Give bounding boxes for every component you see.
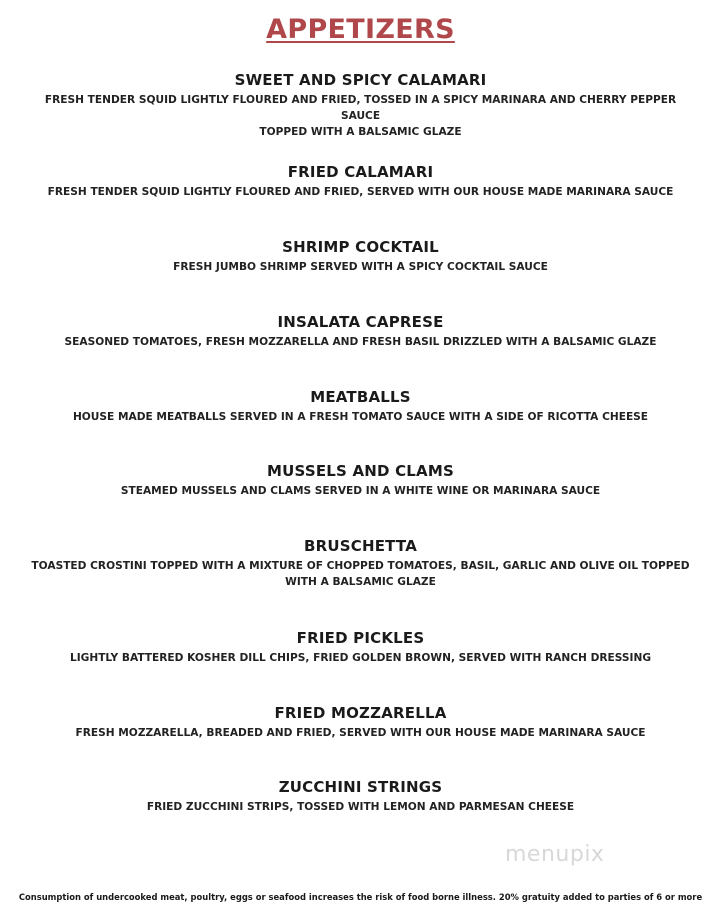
item-description <box>0 184 721 200</box>
item-description <box>0 725 721 741</box>
item-name: FRIED MOZZARELLA <box>274 704 447 722</box>
item-name: MUSSELS AND CLAMS <box>266 462 454 480</box>
item-name: FRIED PICKLES <box>296 629 425 647</box>
item-description <box>0 483 721 499</box>
item-name: BRUSCHETTA <box>303 537 418 555</box>
menu-item-bruschetta <box>0 537 721 590</box>
item-description <box>0 650 721 666</box>
menu-item-meatballs <box>0 388 721 425</box>
item-name: SWEET AND SPICY CALAMARI <box>234 71 487 89</box>
item-name: MEATBALLS <box>310 388 411 406</box>
menu-item-fried-calamari <box>0 163 721 200</box>
item-description-line: HOUSE MADE MEATBALLS SERVED IN A FRESH TOMATO SAUCE WITH A SIDE OF RICOTTA CHEESE <box>72 411 649 423</box>
item-description-line: FRESH TENDER SQUID LIGHTLY FLOURED AND FRIED, TOSSED IN A SPICY MARINARA AND CHERRY PEPPER SAUCE <box>44 94 677 122</box>
footer-disclaimer: Consumption of undercooked meat, poultry, eggs or seafood increases the risk of food borne illness. 20% gratuity added to parties of 6 or more <box>18 892 703 902</box>
item-name: INSALATA CAPRESE <box>277 313 444 331</box>
item-description <box>0 799 721 815</box>
item-description-line: TOASTED CROSTINI TOPPED WITH A MIXTURE OF CHOPPED TOMATOES, BASIL, GARLIC AND OLIVE OIL TOPPED <box>31 560 690 572</box>
item-description-line: LIGHTLY BATTERED KOSHER DILL CHIPS, FRIED GOLDEN BROWN, SERVED WITH RANCH DRESSING <box>69 652 652 664</box>
item-description-line: WITH A BALSAMIC GLAZE <box>285 576 436 588</box>
item-description-line: FRESH JUMBO SHRIMP SERVED WITH A SPICY COCKTAIL SAUCE <box>173 261 548 273</box>
item-description <box>0 92 721 140</box>
item-description-line: STEAMED MUSSELS AND CLAMS SERVED IN A WHITE WINE OR MARINARA SAUCE <box>120 485 601 497</box>
menu-item-zucchini-strings <box>0 778 721 815</box>
item-name: SHRIMP COCKTAIL <box>282 238 439 256</box>
item-name: FRIED CALAMARI <box>287 163 434 181</box>
item-description <box>0 558 721 590</box>
item-description <box>0 409 721 425</box>
item-description-line: TOPPED WITH A BALSAMIC GLAZE <box>259 126 462 138</box>
item-description-line: FRIED ZUCCHINI STRIPS, TOSSED WITH LEMON AND PARMESAN CHEESE <box>146 801 575 813</box>
menu-item-insalata-caprese <box>0 313 721 350</box>
item-description-line: SEASONED TOMATOES, FRESH MOZZARELLA AND FRESH BASIL DRIZZLED WITH A BALSAMIC GLAZE <box>64 336 657 348</box>
item-description <box>0 259 721 275</box>
item-description-line: FRESH MOZZARELLA, BREADED AND FRIED, SERVED WITH OUR HOUSE MADE MARINARA SAUCE <box>75 727 646 739</box>
menu-item-shrimp-cocktail <box>0 238 721 275</box>
watermark-logo: menupix <box>505 842 605 867</box>
item-description <box>0 334 721 350</box>
item-description-line: FRESH TENDER SQUID LIGHTLY FLOURED AND FRIED, SERVED WITH OUR HOUSE MADE MARINARA SAUCE <box>47 186 674 198</box>
page-title: APPETIZERS <box>266 14 455 45</box>
menu-item-sweet-and-spicy-calamari <box>0 71 721 140</box>
menu-item-fried-pickles <box>0 629 721 666</box>
menu-item-fried-mozzarella <box>0 704 721 741</box>
menu-item-mussels-and-clams <box>0 462 721 499</box>
item-name: ZUCCHINI STRINGS <box>278 778 443 796</box>
